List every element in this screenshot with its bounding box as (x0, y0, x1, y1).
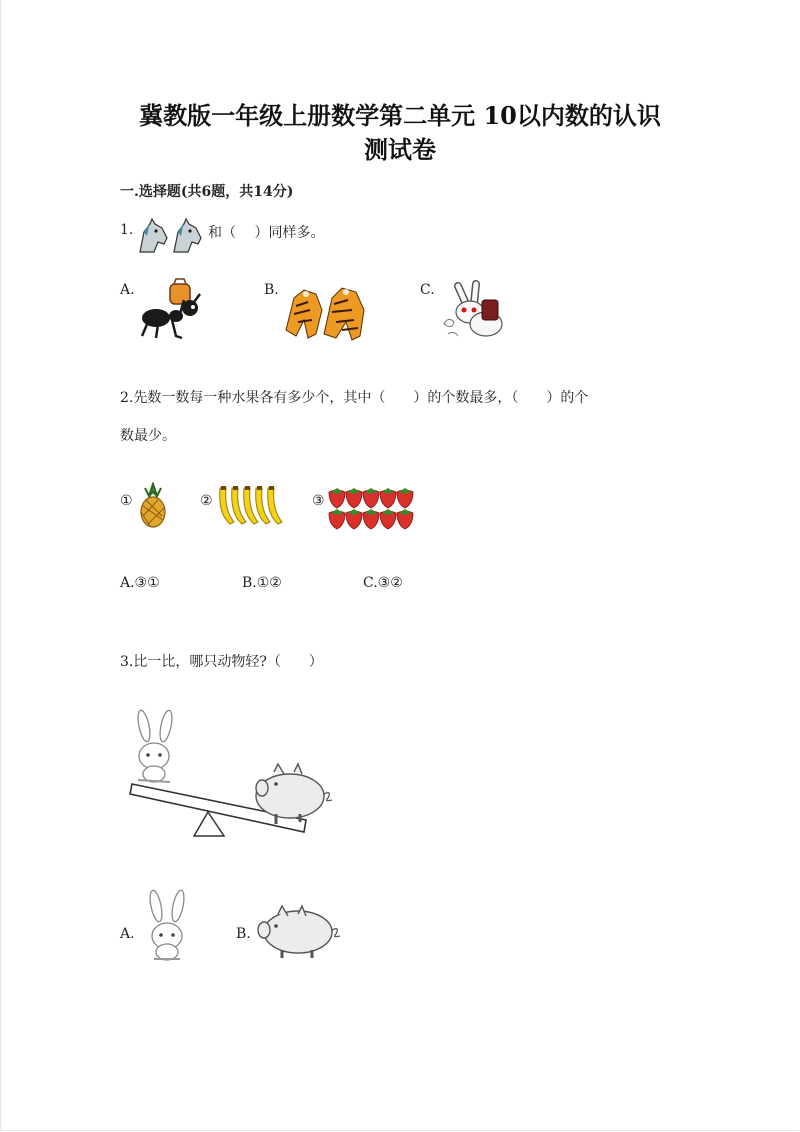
two-tigers-icon[interactable] (280, 280, 372, 342)
q3-option-b-label[interactable]: B. (236, 926, 251, 942)
q1-option-a-label[interactable]: A. (120, 282, 135, 298)
page-title-line2: 测试卷 (364, 135, 436, 164)
q1-option-c-label[interactable]: C. (420, 282, 435, 298)
question-2-text-line2: 数最少。 (120, 428, 176, 444)
ant-carrying-bag-icon[interactable] (136, 278, 208, 344)
q1-option-b-label[interactable]: B. (264, 282, 279, 298)
rabbit-icon[interactable] (138, 888, 196, 962)
pig-icon[interactable] (252, 904, 344, 960)
q2-option-a[interactable]: A.③① (120, 575, 160, 591)
strawberries-icon (328, 486, 416, 530)
q3-option-a-label[interactable]: A. (120, 926, 135, 942)
page-title: 冀教版一年级上册数学第二单元 10以内数的认识 (139, 101, 661, 130)
pineapple-icon (136, 482, 170, 528)
question-1-text: 和（ ）同样多。 (208, 225, 325, 241)
question-3-text: 3.比一比，哪只动物轻?（ ） (120, 654, 323, 670)
fruit-group-3-label: ③ (312, 493, 325, 509)
fruit-group-2-label: ② (200, 493, 213, 509)
horse-heads-icon (136, 218, 206, 254)
rabbit-icon[interactable] (436, 280, 512, 340)
bananas-icon (216, 484, 286, 528)
q2-option-c[interactable]: C.③② (363, 575, 403, 591)
question-1-number: 1. (120, 222, 134, 238)
seesaw-illustration (126, 708, 346, 844)
question-2-text: 2.先数一数每一种水果各有多少个，其中（ ）的个数最多，（ ）的个 (120, 390, 589, 406)
q2-option-b[interactable]: B.①② (242, 575, 282, 591)
section-heading: 一.选择题(共6题，共14分) (120, 184, 294, 200)
rabbit-on-seesaw-icon (136, 709, 174, 782)
fruit-group-1-label: ① (120, 493, 133, 509)
